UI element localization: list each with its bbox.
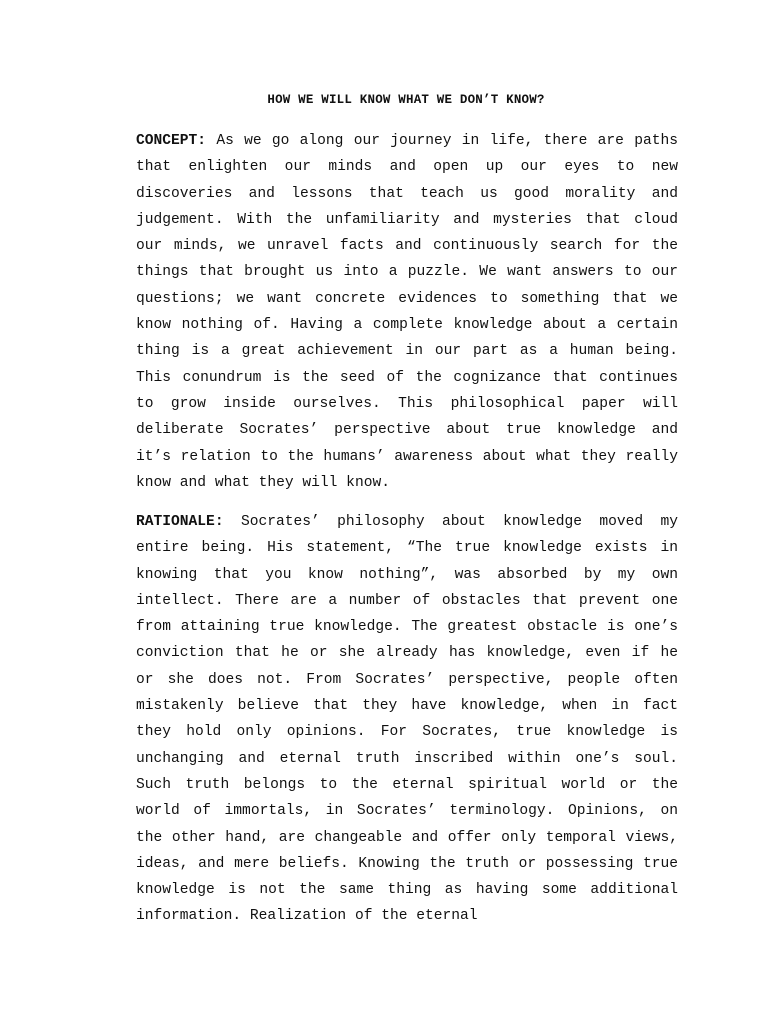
concept-label: CONCEPT:	[136, 133, 207, 149]
rationale-label: RATIONALE:	[136, 514, 224, 530]
rationale-text: Socrates’ philosophy about knowledge moved my entire being. His statement, “The true knowledge exists in knowing that you know nothing”, was absorbed by my own intellect. There are a number of obstacles that prevent one from attaining true knowledge. The greatest obstacle is one’s conviction that he or she already has knowledge, even if he or she does not. From Socrates’ perspective, people often mistakenly believe that they have knowledge, when in fact they hold only opinions. For Socrates, true knowledge is unchanging and eternal truth inscribed within one’s soul. Such truth belongs to the eternal spiritual world or the world of immortals, in Socrates’ terminology. Opinions, on the other hand, are changeable and offer only temporal views, ideas, and mere beliefs. Knowing the truth or possessing true knowledge is not the same thing as having some additional information. Realization of the eternal	[136, 514, 678, 925]
document-title: HOW WE WILL KNOW WHAT WE DON’T KNOW?	[267, 93, 545, 107]
concept-paragraph	[136, 128, 678, 496]
concept-text: As we go along our journey in life, there are paths that enlighten our minds and open up our eyes to new discoveries and lessons that teach us good morality and judgement. With the unfamiliarity and mysteries that cloud our minds, we unravel facts and continuously search for the things that brought us into a puzzle. We want answers to our questions; we want concrete evidences to something that we know nothing of. Having a complete knowledge about a certain thing is a great achievement in our part as a human being. This conundrum is the seed of the cognizance that continues to grow inside ourselves. This philosophical paper will deliberate Socrates’ perspective about true knowledge and it’s relation to the humans’ awareness about what they really know and what they will know.	[136, 133, 678, 491]
rationale-paragraph	[136, 509, 678, 930]
